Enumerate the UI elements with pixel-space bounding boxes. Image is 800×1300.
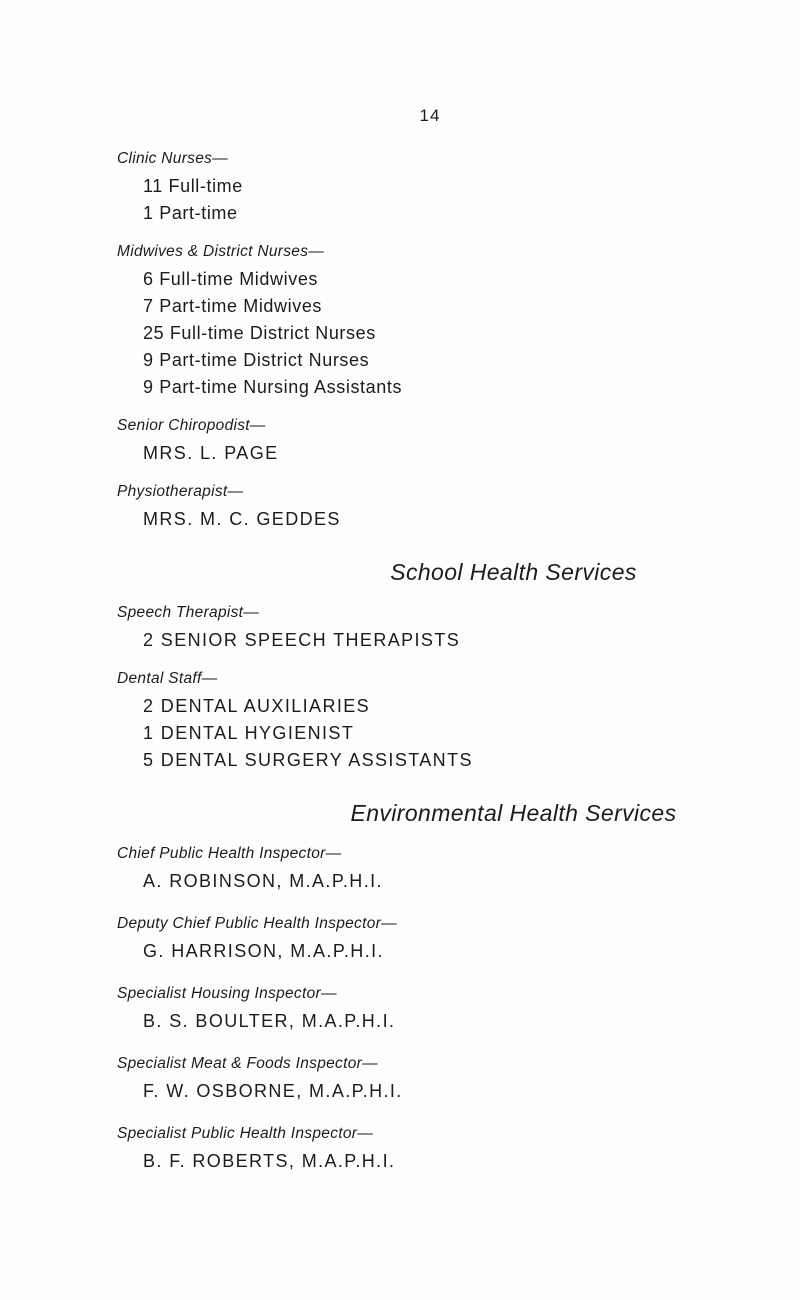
list-item: 9 Part-time Nursing Assistants (143, 377, 403, 397)
staff-name: B. F. ROBERTS, M.A.P.H.I. (143, 1151, 396, 1171)
list-item: 25 Full-time District Nurses (143, 323, 376, 343)
section-heading: Deputy Chief Public Health Inspector— (117, 915, 397, 932)
speech-therapist-section (117, 604, 760, 654)
document-body (117, 150, 760, 1195)
page-number: 14 (419, 106, 441, 125)
section-heading: Physiotherapist— (117, 483, 244, 500)
section-heading: Midwives & District Nurses— (117, 243, 325, 260)
housing-inspector-section (117, 985, 760, 1035)
list-item: 2 DENTAL AUXILIARIES (143, 696, 371, 716)
staff-name: B. S. BOULTER, M.A.P.H.I. (143, 1011, 396, 1031)
section-heading: Specialist Meat & Foods Inspector— (117, 1055, 378, 1072)
staff-name: G. HARRISON, M.A.P.H.I. (143, 941, 384, 961)
environmental-health-title: Environmental Health Services (350, 800, 677, 826)
section-heading: Chief Public Health Inspector— (117, 845, 342, 862)
meat-foods-inspector-section (117, 1055, 760, 1105)
dental-staff-section (117, 670, 760, 774)
section-heading: Dental Staff— (117, 670, 218, 687)
deputy-inspector-section (117, 915, 760, 965)
list-item: 11 Full-time (143, 176, 243, 196)
section-heading: Speech Therapist— (117, 604, 260, 621)
section-heading: Specialist Public Health Inspector— (117, 1125, 374, 1142)
section-heading: Specialist Housing Inspector— (117, 985, 337, 1002)
staff-name: MRS. L. PAGE (143, 443, 279, 463)
midwives-section (117, 243, 760, 401)
section-heading: Clinic Nurses— (117, 150, 228, 167)
list-item: 6 Full-time Midwives (143, 269, 319, 289)
staff-name: MRS. M. C. GEDDES (143, 509, 341, 529)
chief-inspector-section (117, 845, 760, 895)
list-item: 1 Part-time (143, 203, 238, 223)
section-heading: Senior Chiropodist— (117, 417, 266, 434)
staff-name: A. ROBINSON, M.A.P.H.I. (143, 871, 383, 891)
list-item: 2 SENIOR SPEECH THERAPISTS (143, 630, 461, 650)
list-item: 7 Part-time Midwives (143, 296, 323, 316)
chiropodist-section (117, 417, 760, 467)
staff-name: F. W. OSBORNE, M.A.P.H.I. (143, 1081, 403, 1101)
list-item: 5 DENTAL SURGERY ASSISTANTS (143, 750, 473, 770)
school-health-title: School Health Services (390, 559, 637, 585)
public-health-inspector-section (117, 1125, 760, 1175)
physiotherapist-section (117, 483, 760, 533)
list-item: 1 DENTAL HYGIENIST (143, 723, 355, 743)
list-item: 9 Part-time District Nurses (143, 350, 370, 370)
clinic-nurses-section (117, 150, 760, 227)
